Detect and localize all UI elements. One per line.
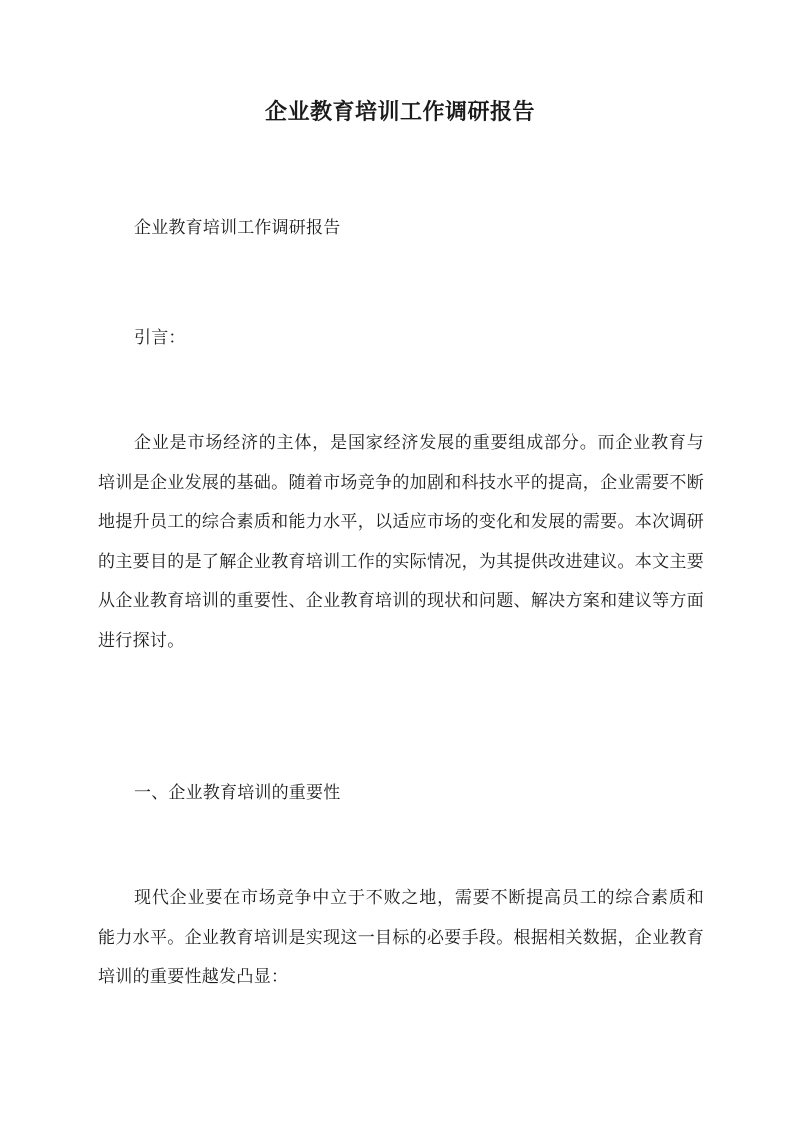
- intro-label: 引言：: [134, 328, 186, 348]
- intro-paragraph: 企业是市场经济的主体，是国家经济发展的重要组成部分。而企业教育与培训是企业发展的基础。随着市场竞争的加剧和科技水平的提高，企业需要不断地提升员工的综合素质和能力水平，以适应市场的变化和发展的需要。本次调研的主要目的是了解企业教育培训工作的实际情况，为其提供改进建议。本文主要从企业教育培训的重要性、企业教育培训的现状和问题、解决方案和建议等方面进行探讨。: [98, 433, 704, 651]
- section-1-heading: 一、企业教育培训的重要性: [134, 783, 341, 803]
- document-title: 企业教育培训工作调研报告: [264, 99, 535, 125]
- document-subtitle: 企业教育培训工作调研报告: [134, 218, 341, 238]
- section-1-paragraph: 现代企业要在市场竞争中立于不败之地，需要不断提高员工的综合素质和能力水平。企业教育培训是实现这一目标的必要手段。根据相关数据，企业教育培训的重要性越发凸显：: [98, 888, 704, 987]
